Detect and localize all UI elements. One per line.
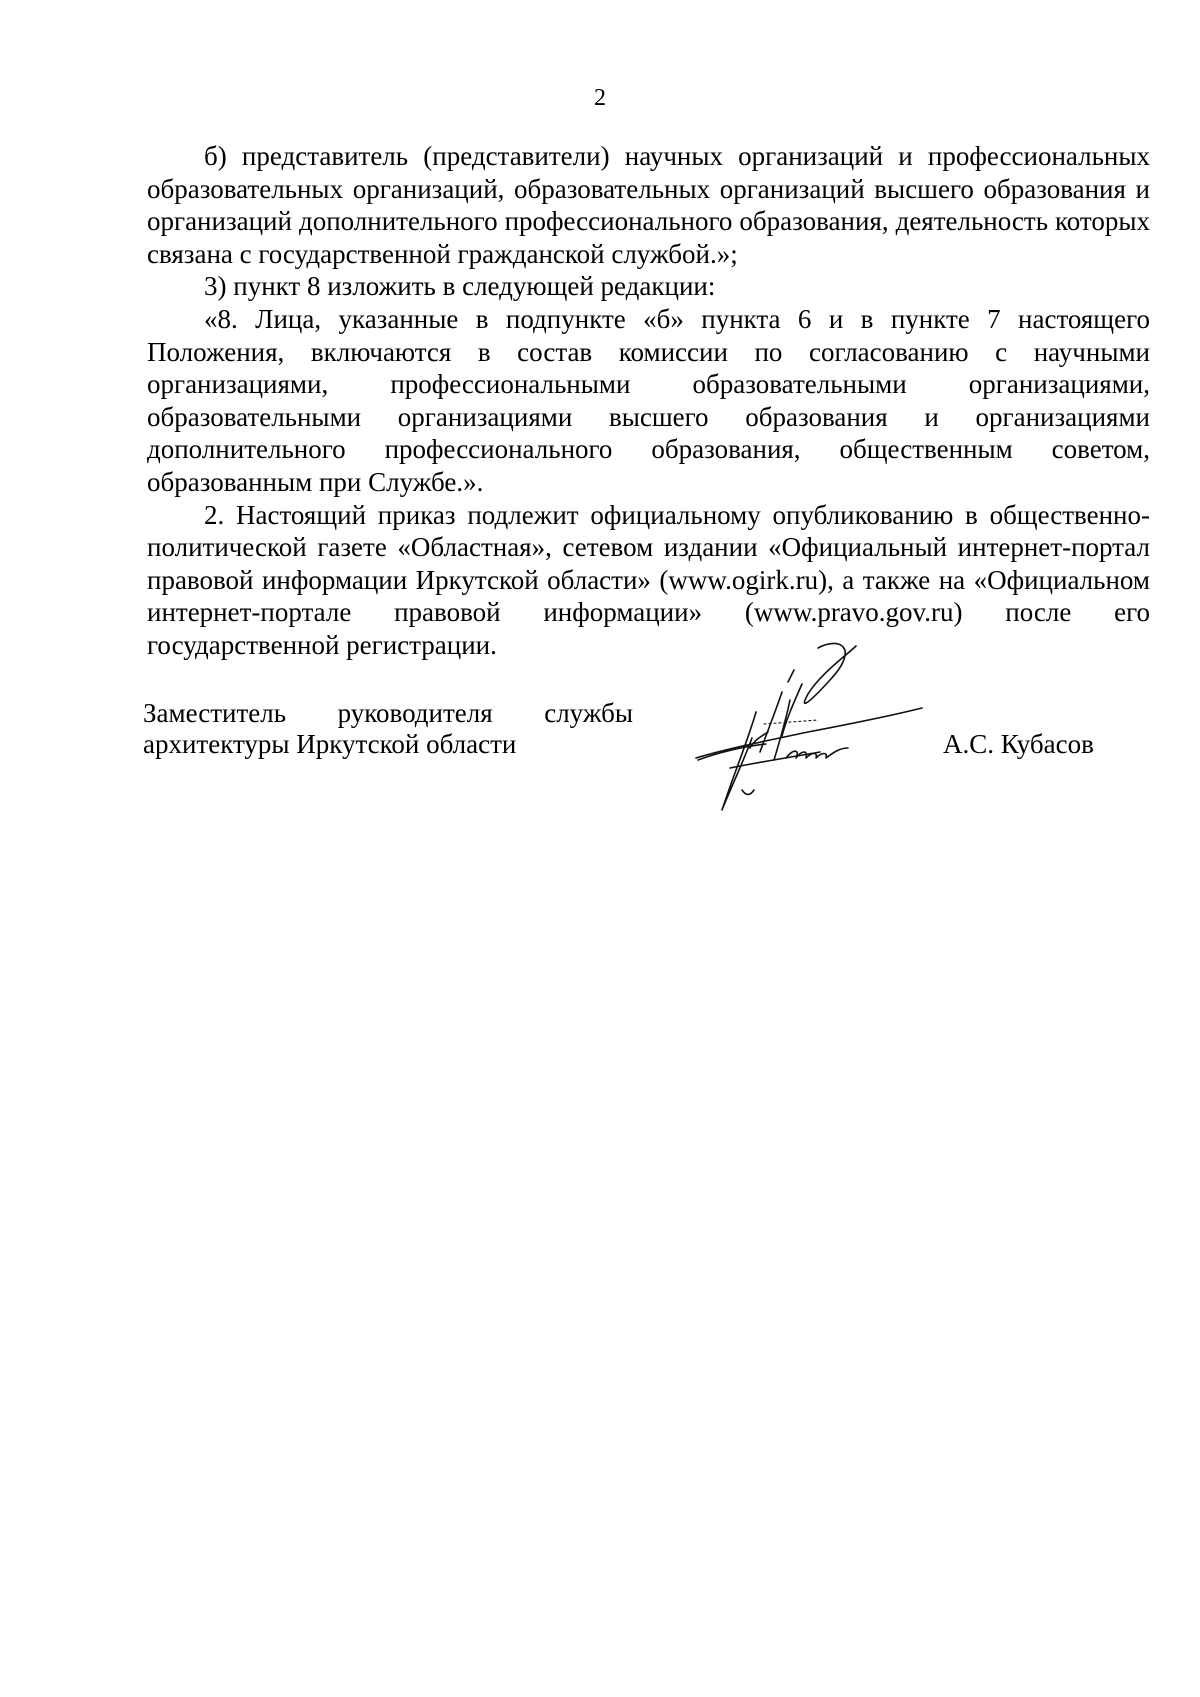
paragraph-b-representatives: б) представитель (представители) научных организаций и профессиональных образовательных организаций, образовательных организаций высшего образования и организаций дополнительного профессионального образования, деятельность которых связана с государственной гражданской службой.»;	[147, 141, 1150, 269]
document-body	[147, 140, 1150, 662]
paragraph-3-point-8: 3) пункт 8 изложить в следующей редакции:	[204, 271, 716, 302]
page-number: 2	[594, 85, 606, 111]
paragraph-2-publication: 2. Настоящий приказ подлежит официальному опубликованию в общественно-политической газете «Областная», сетевом издании «Официальный интернет-портал правовой информации Иркутской области» (www.ogirk.ru), а также на «Официальном интернет-портале правовой информации» (www.pravo.gov.ru) после его государственной регистрации.	[147, 499, 1150, 660]
signatory-name: А.С. Кубасов	[943, 729, 1094, 759]
signatory-position-line1: Заместитель руководителя службы	[143, 698, 633, 728]
paragraph-8-persons: «8. Лица, указанные в подпункте «б» пункта 6 и в пункте 7 настоящего Положения, включаются в состав комиссии по согласованию с научными организациями, профессиональными образовательными организациями, образовательными организациями высшего образования и организациями дополнительного профессионального образования, общественным советом, образованным при Службе.».	[147, 303, 1150, 497]
handwritten-signature	[690, 640, 970, 830]
signatory-position	[143, 698, 633, 760]
signatory-position-line2: архитектуры Иркутской области	[143, 729, 517, 759]
